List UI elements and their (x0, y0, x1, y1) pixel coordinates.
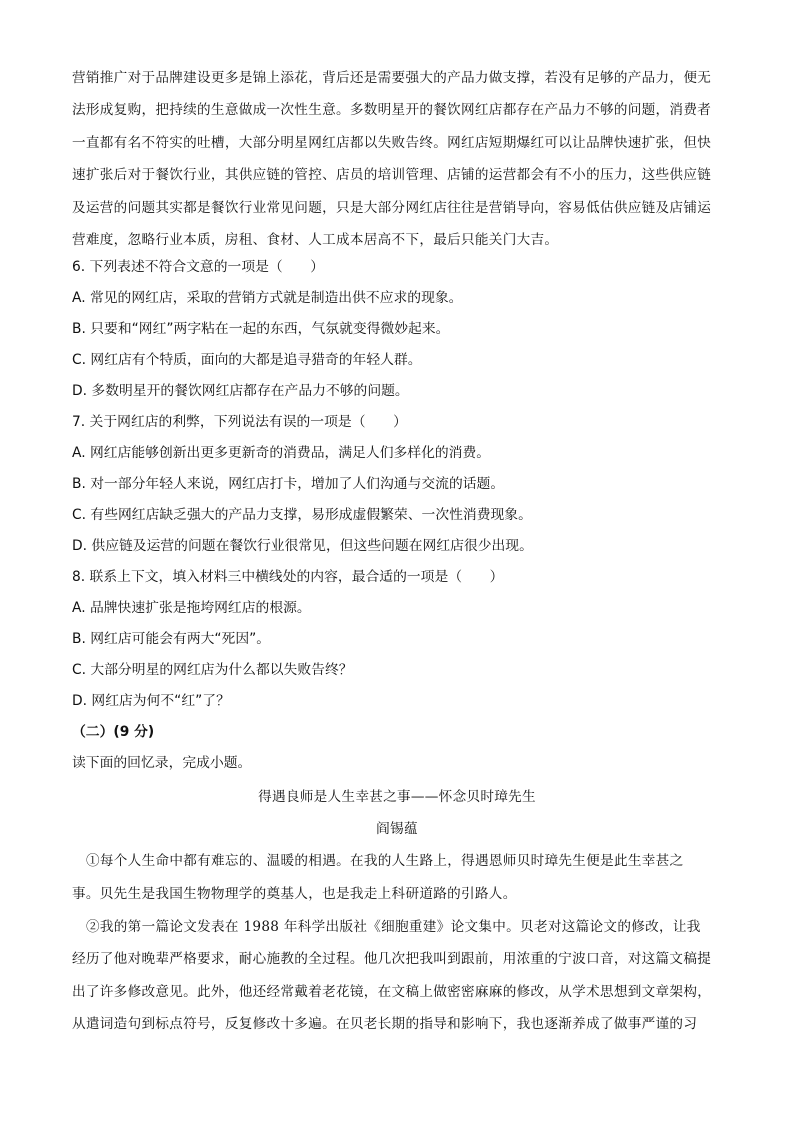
question-8 (72, 562, 722, 717)
option-d: D. 网红店为何不“红”了？ (72, 693, 230, 710)
section-header: （二）(9 分) (72, 724, 155, 741)
material-line: 一直都有名不符实的吐槽，大部分明星网红店都以失败告终。网红店短期爆红可以让品牌快速扩张，但快 (72, 134, 712, 151)
memoir-author: 阎锡蕴 (376, 821, 418, 838)
material-line: 营难度，忽略行业本质，房租、食材、人工成本居高不下，最后只能关门大吉。 (72, 231, 559, 248)
document-page (72, 62, 722, 1074)
material-paragraph (72, 62, 722, 256)
material-line: 法形成复购，把持续的生意做成一次性生意。多数明星开的餐饮网红店都存在产品力不够的问题，消费者 (72, 102, 712, 119)
memoir-line: 经历了他对晚辈严格要求，耐心施教的全过程。他几次把我叫到跟前，用浓重的宁波口音，对这篇文稿提 (72, 951, 712, 968)
question-7 (72, 407, 722, 562)
option-c: C. 网红店有个特质，面向的大都是追寻猎奇的年轻人群。 (72, 352, 422, 369)
memoir-paragraph-2 (72, 911, 722, 1074)
memoir-title: 得遇良师是人生幸甚之事——怀念贝时璋先生 (258, 789, 536, 806)
memoir-line: 事。贝先生是我国生物物理学的奠基人，也是我走上科研道路的引路人。 (72, 885, 517, 902)
instruction: 读下面的回忆录，完成小题。 (72, 755, 252, 772)
memoir-line: ①每个人生命中都有难忘的、温暖的相遇。在我的人生路上，得遇恩师贝时璋先生便是此生幸甚之 (86, 853, 684, 870)
memoir-line: 出了许多修改意见。此外，他还经常戴着老花镜，在文稿上做密密麻麻的修改，从学术思想到文章架构， (72, 983, 712, 1000)
question-stem: 7. 关于网红店的利弊，下列说法有误的一项是（ ） (72, 414, 407, 431)
option-d: D. 供应链及运营的问题在餐饮行业很常见，但这些问题在网红店很少出现。 (72, 538, 533, 555)
material-line: 营销推广对于品牌建设更多是锦上添花，背后还是需要强大的产品力做支撑，若没有足够的产品力，便无 (72, 70, 712, 86)
material-line: 及运营的问题其实都是餐饮行业常见问题，只是大部分网红店往往是营销导向，容易低估供应链及店铺运 (72, 199, 712, 216)
memoir-line: ②我的第一篇论文发表在 1988 年科学出版社《细胞重建》论文集中。贝老对这篇论文的修改，让我 (86, 918, 701, 935)
option-a: A. 网红店能够创新出更多更新奇的消费品，满足人们多样化的消费。 (72, 445, 491, 462)
question-list (72, 252, 722, 779)
option-c: C. 大部分明星的网红店为什么都以失败告终？ (72, 662, 353, 679)
memoir (72, 781, 722, 1073)
option-a: A. 常见的网红店，采取的营销方式就是制造出供不应求的现象。 (72, 290, 463, 307)
option-b: B. 只要和“网红”两字粘在一起的东西，气氛就变得微妙起来。 (72, 321, 450, 338)
option-a: A. 品牌快速扩张是拖垮网红店的根源。 (72, 600, 311, 617)
memoir-line: 从遣词造句到标点符号，反复修改十多遍。在贝老长期的指导和影响下，我也逐渐养成了做事严谨的习 (72, 1016, 698, 1033)
question-stem: 6. 下列表述不符合文意的一项是（ ） (72, 259, 325, 276)
option-c: C. 有些网红店缺乏强大的产品力支撑，易形成虚假繁荣、一次性消费现象。 (72, 507, 532, 524)
option-d: D. 多数明星开的餐饮网红店都存在产品力不够的问题。 (72, 383, 409, 400)
option-b: B. 对一部分年轻人来说，网红店打卡，增加了人们沟通与交流的话题。 (72, 476, 505, 493)
memoir-paragraph-1 (72, 845, 722, 910)
memoir-line (72, 1041, 722, 1074)
question-6 (72, 252, 722, 407)
option-b: B. 网红店可能会有两大“死因”。 (72, 631, 271, 648)
question-stem: 8. 联系上下文，填入材料三中横线处的内容，最合适的一项是（ ） (72, 569, 504, 586)
material-line: 速扩张后对于餐饮行业，其供应链的管控、店员的培训管理、店铺的运营都会有不小的压力，这些供应链 (72, 167, 712, 184)
